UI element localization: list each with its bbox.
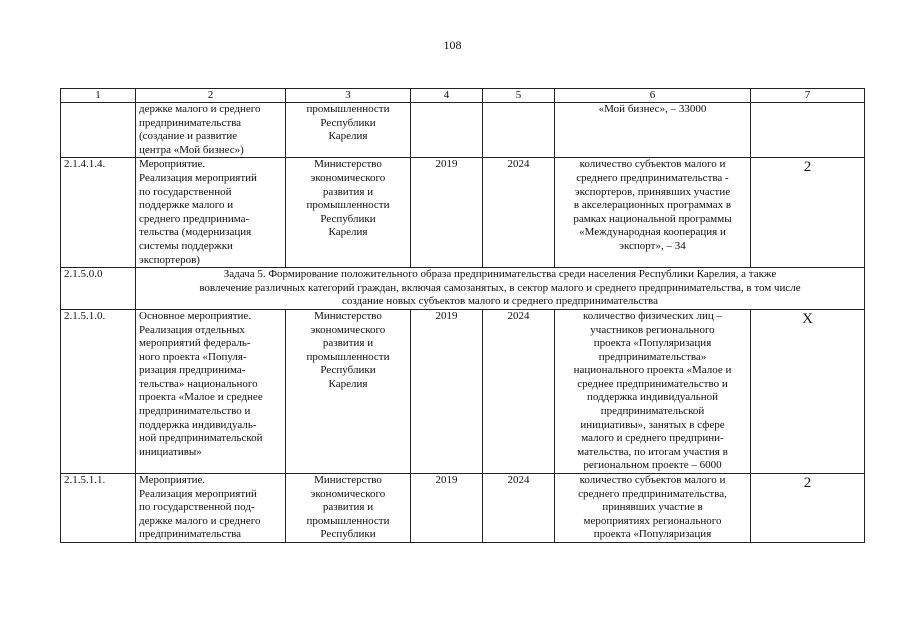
indicator-line: «Мой бизнес», – 33000 [598,103,707,115]
table-row [61,103,865,158]
responsible-executor-line: экономического [310,487,386,500]
indicator-line: количество физических лиц – [582,309,723,322]
indicator-line: среднего предпринимательства, [578,487,727,500]
activity-name-line: Реализация мероприятий [139,487,257,500]
column-number: 4 [411,89,483,103]
indicator-line: участников регионального [590,323,715,336]
responsible-executor-line: промышленности [306,199,390,212]
column-number-row [61,89,865,103]
indicator-line: региональном проекте – 6000 [583,459,722,472]
task-title [136,268,865,310]
start-year: 2019 [411,309,483,473]
page-number: 108 [443,38,462,52]
indicator-line: национального проекта «Малое и [573,364,732,377]
responsible-executor-line: Министерство [314,309,382,322]
indicator-line: проекта «Популяризация [593,337,712,350]
activity-name-line: по государственной [139,185,232,198]
responsible-executor-line: развития и [322,337,374,350]
column-number: 2 [136,89,286,103]
responsible-executor [286,309,411,473]
task-line: Задача 5. Формирование положительного образа предпринимательства среди населения Республики Карелия, а также [223,268,777,281]
indicator-line: проекта «Популяризация [593,528,712,541]
column-number: 1 [61,89,136,103]
activity-name-line: центра «Мой бизнес») [139,143,244,156]
responsible-executor-line: экономического [310,171,386,184]
responsible-executor-line: Республики [320,528,376,541]
activity-name-line: ного проекта «Популя- [139,350,247,363]
indicator-line: поддержка индивидуальной [586,391,719,404]
task-line: вовлечение различных категорий граждан, включая самозанятых, в сектор малого и среднего предпринимательства, в том числе [199,281,801,294]
start-year: 2019 [411,474,483,543]
responsible-executor-line: развития и [322,501,374,514]
indicator-line: принявших участие в [602,501,703,514]
indicator-line: среднего предпринимательства - [576,171,729,184]
related-indicator: X [751,309,865,473]
responsible-executor-line: Республики [320,212,376,225]
responsible-executor-line: промышленности [306,350,390,363]
item-code: 2.1.5.1.0. [61,309,136,473]
indicator-line: экспортеров, принявших участие [574,185,731,198]
responsible-executor-line: развития и [322,185,374,198]
activity-name-line: мероприятий федераль- [139,337,251,350]
task-line: создание новых субъектов малого и среднего предпринимательства [342,295,658,308]
activity-name-line: ной предпринимательской [139,432,263,445]
activity-name-line: (создание и развитие [139,130,238,143]
activity-name [136,474,286,543]
item-code: 2.1.5.0.0 [61,268,136,310]
activity-name-line: ризация предпринима- [139,364,246,377]
activity-name-line: проекта «Малое и среднее [139,391,263,404]
column-number: 3 [286,89,411,103]
activity-name-line: по государственной под- [139,501,255,514]
responsible-executor-line: Министерство [314,158,382,171]
responsible-executor-line: промышленности [306,103,390,115]
activity-name-line: предпринимательство и [139,405,251,418]
table-row [61,474,865,543]
related-indicator [751,103,865,158]
item-code: 2.1.4.1.4. [61,158,136,268]
activity-name-line: держке малого и среднего [139,514,261,527]
activity-name-line: Основное мероприятие. [139,309,252,322]
end-year [483,103,555,158]
end-year: 2024 [483,158,555,268]
activity-name-line: поддержке малого и [139,199,234,212]
activity-name-line: Реализация мероприятий [139,171,257,184]
indicator [555,103,751,158]
activity-name-line: предпринимательства [139,528,242,541]
end-year: 2024 [483,474,555,543]
responsible-executor [286,158,411,268]
start-year [411,103,483,158]
column-number: 5 [483,89,555,103]
indicator-line: мательства, по итогам участия в [577,445,728,458]
activity-name-line: тельства» национального [139,377,258,390]
activity-name-line: держке малого и среднего [139,103,261,115]
item-code: 2.1.5.1.1. [61,474,136,543]
related-indicator: 2 [751,474,865,543]
activity-name-line: Реализация отдельных [139,323,245,336]
indicator-line: мероприятиях регионального [583,514,722,527]
responsible-executor-line: Карелия [328,130,368,143]
start-year: 2019 [411,158,483,268]
indicator-line: «Международная кооперация и [579,226,726,239]
responsible-executor-line: Карелия [328,226,368,239]
indicator-line: количество субъектов малого и [579,474,726,487]
activity-name-line: предпринимательства [139,116,242,129]
item-code [61,103,136,158]
column-number: 6 [555,89,751,103]
table-row [61,158,865,268]
indicator-line: предпринимательской [600,405,705,418]
related-indicator: 2 [751,158,865,268]
activity-name-line: инициативы» [139,445,202,458]
activity-name-line: тельства (модернизация [139,226,252,239]
responsible-executor-line: промышленности [306,514,390,527]
indicator [555,309,751,473]
activity-name-line: системы поддержки [139,239,233,252]
indicator-line: в акселерационных программах в [573,199,732,212]
activity-name [136,158,286,268]
responsible-executor-line: Республики [320,116,376,129]
activity-name [136,309,286,473]
indicator-line: малого и среднего предприни- [581,432,724,445]
indicator-line: инициативы», занятых в сфере [580,418,725,431]
indicator [555,474,751,543]
responsible-executor-line: Карелия [328,377,368,390]
responsible-executor-line: Министерство [314,474,382,487]
responsible-executor-line: экономического [310,323,386,336]
indicator-line: количество субъектов малого и [579,158,726,171]
end-year: 2024 [483,309,555,473]
responsible-executor [286,474,411,543]
responsible-executor-line: Республики [320,364,376,377]
indicator-line: экспорт», – 34 [619,239,686,252]
indicator [555,158,751,268]
column-number: 7 [751,89,865,103]
indicator-line: предпринимательства» [598,350,707,363]
indicator-line: среднее предпринимательство и [577,377,728,390]
activity-name-line: Мероприятие. [139,474,206,487]
activity-name-line: Мероприятие. [139,158,206,171]
activity-name [136,103,286,158]
table-row [61,309,865,473]
table-row [61,268,865,310]
activity-name-line: экспортеров) [139,253,200,266]
responsible-executor [286,103,411,158]
program-table [60,88,865,543]
activity-name-line: поддержка индивидуаль- [139,418,257,431]
indicator-line: рамках национальной программы [573,212,732,225]
activity-name-line: среднего предпринима- [139,212,250,225]
